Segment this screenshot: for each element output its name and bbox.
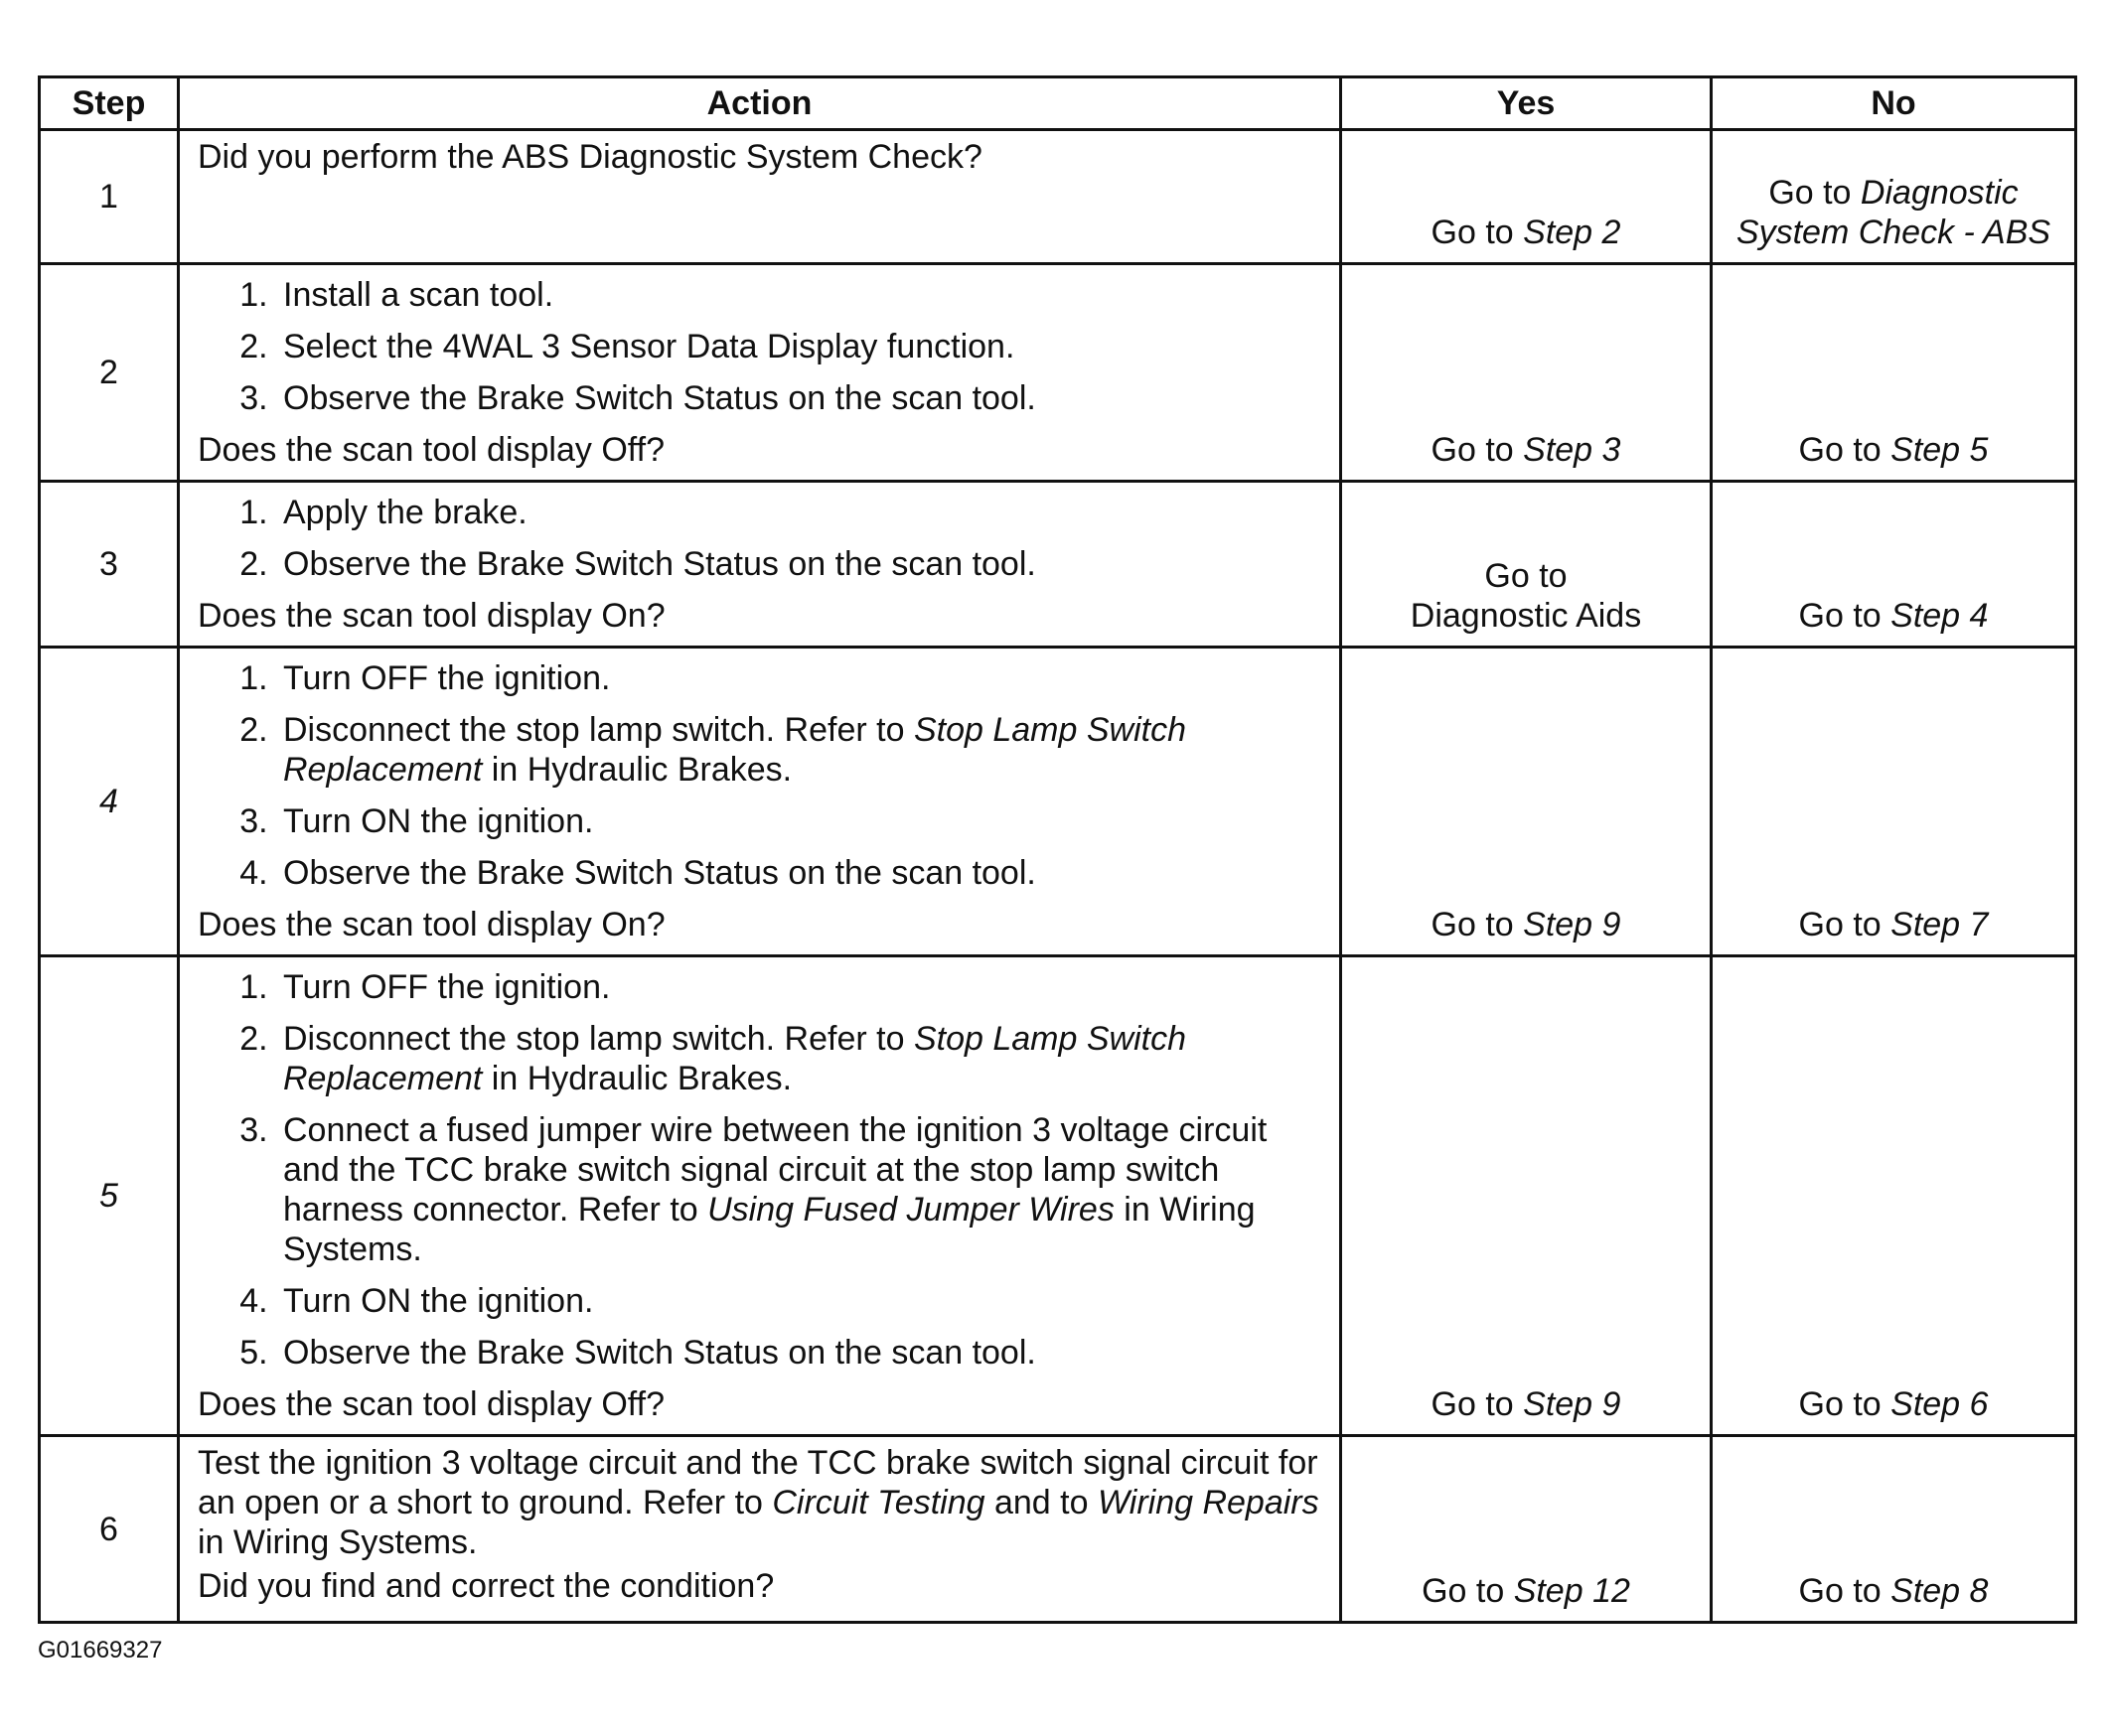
- action-cell: [179, 956, 1341, 1436]
- step-number: 6: [40, 1436, 179, 1623]
- action-item: 1. Turn OFF the ignition.: [277, 658, 1325, 698]
- header-action: Action: [179, 77, 1341, 130]
- action-list: [198, 658, 1325, 893]
- action-question: Does the scan tool display Off?: [198, 1385, 665, 1423]
- action-question: Did you find and correct the condition?: [198, 1567, 775, 1605]
- table-row: [40, 648, 2076, 956]
- action-text: Disconnect the stop lamp switch. Refer to: [283, 711, 914, 749]
- yes-cell: [1341, 130, 1712, 264]
- yes-text: Go to: [1431, 214, 1524, 251]
- yes-cell: [1341, 648, 1712, 956]
- no-cell: [1712, 130, 2076, 264]
- yes-cell: [1341, 482, 1712, 648]
- yes-link: Step 2: [1523, 214, 1621, 251]
- no-text: Go to: [1768, 174, 1861, 212]
- step-number: 3: [40, 482, 179, 648]
- action-item: 3. Turn ON the ignition.: [277, 801, 1325, 841]
- action-cell: [179, 482, 1341, 648]
- header-no: No: [1712, 77, 2076, 130]
- yes-cell: [1341, 1436, 1712, 1623]
- yes-text: Go to: [1484, 557, 1568, 595]
- action-text: in Hydraulic Brakes.: [482, 751, 793, 789]
- table-row: [40, 956, 2076, 1436]
- action-cell: [179, 1436, 1341, 1623]
- action-item: 3. Observe the Brake Switch Status on the scan tool.: [277, 378, 1325, 418]
- action-text: and to: [984, 1484, 1098, 1521]
- action-text: Connect a fused jumper wire between the ignition 3 voltage circuit and the TCC brake switch signal circuit at the stop lamp switch harness connector. Refer to: [283, 1111, 1268, 1229]
- action-cell: [179, 648, 1341, 956]
- action-paragraph: [198, 1443, 1325, 1562]
- yes-text: Go to: [1431, 1385, 1524, 1423]
- action-text: in Wiring Systems.: [198, 1523, 478, 1561]
- no-cell: [1712, 482, 2076, 648]
- action-item: [277, 1110, 1325, 1269]
- no-cell: [1712, 264, 2076, 482]
- table-row: [40, 1436, 2076, 1623]
- action-text: in Hydraulic Brakes.: [482, 1060, 793, 1097]
- no-link: Step 8: [1890, 1572, 1989, 1610]
- no-link: Step 4: [1890, 597, 1989, 635]
- action-item: [277, 710, 1325, 790]
- no-text: Go to: [1798, 906, 1891, 943]
- action-item: 2. Select the 4WAL 3 Sensor Data Display function.: [277, 327, 1325, 366]
- action-list: [198, 275, 1325, 418]
- yes-link: Diagnostic Aids: [1410, 597, 1642, 635]
- no-text: Go to: [1798, 431, 1891, 469]
- figure-id: G01669327: [38, 1637, 163, 1664]
- header-yes: Yes: [1341, 77, 1712, 130]
- diagnostic-table: [38, 75, 2077, 1624]
- yes-text: Go to: [1422, 1572, 1514, 1610]
- step-number: 1: [40, 130, 179, 264]
- no-text: Go to: [1798, 1385, 1891, 1423]
- yes-link: Step 3: [1523, 431, 1621, 469]
- yes-link: Step 9: [1523, 906, 1621, 943]
- action-item: 1. Install a scan tool.: [277, 275, 1325, 315]
- no-cell: [1712, 1436, 2076, 1623]
- no-text: Go to: [1798, 597, 1891, 635]
- action-list: [198, 493, 1325, 584]
- action-question: Does the scan tool display On?: [198, 906, 666, 943]
- action-list: [198, 967, 1325, 1373]
- action-cell: [179, 130, 1341, 264]
- yes-link: Step 9: [1523, 1385, 1621, 1423]
- step-number: 4: [40, 648, 179, 956]
- table-header-row: [40, 77, 2076, 130]
- table-row: [40, 130, 2076, 264]
- action-question: Does the scan tool display On?: [198, 597, 666, 635]
- reference-link: Stop Lamp Switch Replacement: [283, 711, 1186, 789]
- action-item: 2. Observe the Brake Switch Status on the scan tool.: [277, 544, 1325, 584]
- action-text: in Wiring Systems.: [283, 1191, 1256, 1268]
- table-row: [40, 482, 2076, 648]
- no-cell: [1712, 956, 2076, 1436]
- table-row: [40, 264, 2076, 482]
- no-link: Diagnostic System Check - ABS: [1735, 174, 2051, 251]
- yes-cell: [1341, 956, 1712, 1436]
- action-item: 5. Observe the Brake Switch Status on the scan tool.: [277, 1333, 1325, 1373]
- reference-link: Wiring Repairs: [1097, 1484, 1319, 1521]
- yes-cell: [1341, 264, 1712, 482]
- action-item: 1. Apply the brake.: [277, 493, 1325, 532]
- step-number: 2: [40, 264, 179, 482]
- reference-link: Stop Lamp Switch Replacement: [283, 1020, 1186, 1097]
- no-cell: [1712, 648, 2076, 956]
- reference-link: Circuit Testing: [772, 1484, 985, 1521]
- reference-link: Using Fused Jumper Wires: [707, 1191, 1115, 1229]
- no-link: Step 5: [1890, 431, 1989, 469]
- action-cell: [179, 264, 1341, 482]
- action-item: 4. Turn ON the ignition.: [277, 1281, 1325, 1321]
- action-question: Did you perform the ABS Diagnostic System Check?: [198, 138, 982, 176]
- yes-text: Go to: [1431, 906, 1524, 943]
- no-link: Step 7: [1890, 906, 1989, 943]
- action-text: Test the ignition 3 voltage circuit and the TCC brake switch signal circuit for an open or a short to ground. Refer to: [198, 1444, 1318, 1521]
- action-text: Disconnect the stop lamp switch. Refer to: [283, 1020, 914, 1058]
- no-link: Step 6: [1890, 1385, 1989, 1423]
- action-item: 1. Turn OFF the ignition.: [277, 967, 1325, 1007]
- yes-link: Step 12: [1513, 1572, 1630, 1610]
- header-step: Step: [40, 77, 179, 130]
- step-number: 5: [40, 956, 179, 1436]
- action-question: Does the scan tool display Off?: [198, 431, 665, 469]
- yes-text: Go to: [1431, 431, 1524, 469]
- no-text: Go to: [1798, 1572, 1891, 1610]
- action-item: 4. Observe the Brake Switch Status on the scan tool.: [277, 853, 1325, 893]
- action-item: [277, 1019, 1325, 1098]
